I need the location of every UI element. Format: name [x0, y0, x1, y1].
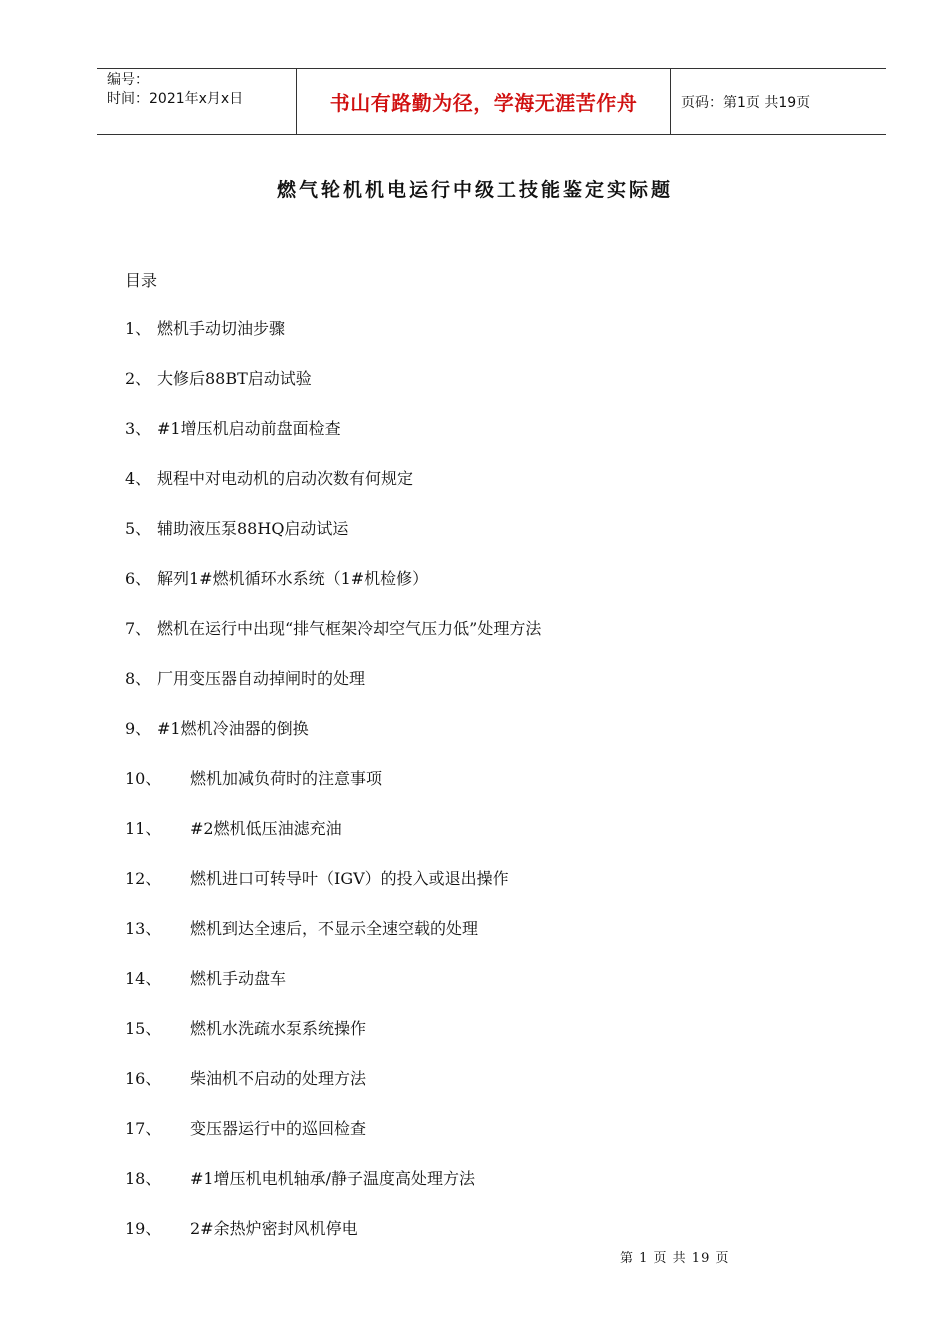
- toc-item: [125, 568, 541, 618]
- toc-item-text: 大修后88BT启动试验: [157, 369, 312, 388]
- time-label: 时间：2021年x月x日: [107, 91, 244, 107]
- toc-item: [125, 418, 541, 468]
- toc-item-text: #1增压机启动前盘面检查: [157, 419, 341, 438]
- toc-item-number: 12、: [125, 869, 162, 888]
- toc-item: [125, 1068, 541, 1118]
- toc-item: [125, 968, 541, 1018]
- toc-item-number: 9、: [125, 719, 152, 738]
- toc-item-text: #1燃机冷油器的倒换: [157, 719, 309, 738]
- toc-item: [125, 668, 541, 718]
- toc-item: [125, 718, 541, 768]
- toc-item-text: 燃机在运行中出现“排气框架冷却空气压力低”处理方法: [157, 619, 542, 638]
- toc-item-number: 19、: [125, 1219, 162, 1238]
- toc-item: [125, 1168, 541, 1218]
- toc-item-text: 厂用变压器自动掉闸时的处理: [157, 669, 366, 688]
- toc-item: [125, 868, 541, 918]
- toc-item-text: 燃机手动切油步骤: [157, 319, 286, 338]
- toc-item-text: 柴油机不启动的处理方法: [190, 1069, 367, 1088]
- toc-item-text: #1增压机电机轴承/静子温度高处理方法: [190, 1169, 475, 1188]
- toc-item: [125, 1018, 541, 1068]
- toc-item-number: 13、: [125, 919, 162, 938]
- document-title: 燃气轮机机电运行中级工技能鉴定实际题: [276, 179, 673, 201]
- toc-item-text: 燃机水洗疏水泵系统操作: [190, 1019, 367, 1038]
- toc-item: [125, 468, 541, 518]
- toc-item-number: 5、: [125, 519, 152, 538]
- toc-item-text: 燃机到达全速后，不显示全速空载的处理: [190, 919, 479, 938]
- toc-item: [125, 368, 541, 418]
- toc-item-text: 2#余热炉密封风机停电: [190, 1219, 358, 1238]
- toc-item-number: 16、: [125, 1069, 162, 1088]
- toc-item-number: 11、: [125, 819, 162, 838]
- motto-text: 书山有路勤为径，学海无涯苦作舟: [329, 91, 638, 115]
- toc-item-text: 燃机手动盘车: [190, 969, 287, 988]
- toc-item-number: 18、: [125, 1169, 162, 1188]
- toc-item-text: #2燃机低压油滤充油: [190, 819, 342, 838]
- toc-item-number: 3、: [125, 419, 152, 438]
- toc-item-number: 10、: [125, 769, 162, 788]
- toc-item-text: 规程中对电动机的启动次数有何规定: [157, 469, 414, 488]
- toc-item-text: 燃机加减负荷时的注意事项: [190, 769, 383, 788]
- toc-item-number: 7、: [125, 619, 152, 638]
- toc-item-text: 解列1#燃机循环水系统（1#机检修）: [157, 569, 429, 588]
- toc-item: [125, 1218, 541, 1268]
- header-meta-cell: [97, 69, 297, 134]
- footer-page-number: 第 1 页 共 19 页: [620, 1251, 730, 1266]
- page-info-text: 页码：第1页 共19页: [681, 94, 811, 111]
- toc-item: [125, 618, 541, 668]
- toc-item: [125, 918, 541, 968]
- toc-item-text: 变压器运行中的巡回检查: [190, 1119, 367, 1138]
- toc-item: [125, 768, 541, 818]
- toc-list: [125, 318, 541, 1268]
- toc-item-number: 15、: [125, 1019, 162, 1038]
- toc-item-number: 14、: [125, 969, 162, 988]
- toc-item: [125, 818, 541, 868]
- toc-item: [125, 518, 541, 568]
- page-info-cell: [671, 69, 886, 134]
- toc-item-number: 1、: [125, 319, 152, 338]
- toc-item-text: 辅助液压泵88HQ启动试运: [157, 519, 349, 538]
- toc-heading: 目录: [125, 271, 158, 290]
- toc-item: [125, 1118, 541, 1168]
- motto-cell: [297, 69, 671, 134]
- toc-item-text: 燃机进口可转导叶（IGV）的投入或退出操作: [190, 869, 509, 888]
- header-table: [97, 68, 886, 135]
- toc-item-number: 8、: [125, 669, 152, 688]
- toc-item-number: 6、: [125, 569, 152, 588]
- toc-item-number: 4、: [125, 469, 152, 488]
- toc-item-number: 2、: [125, 369, 152, 388]
- toc-item-number: 17、: [125, 1119, 162, 1138]
- serial-label: 编号：: [107, 72, 149, 88]
- toc-item: [125, 318, 541, 368]
